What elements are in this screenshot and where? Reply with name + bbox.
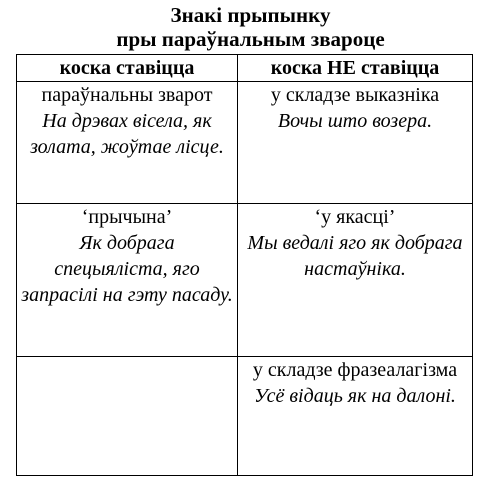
- table-cell: [17, 82, 238, 204]
- header-comma-not-used: коска НЕ ставіцца: [238, 55, 473, 82]
- rule-label: параўнальны зварот: [41, 84, 213, 106]
- table-cell: [238, 82, 473, 204]
- rule-label: ‘у якасці’: [314, 206, 396, 228]
- table-cell-empty: [17, 357, 238, 476]
- table-cell: [238, 357, 473, 476]
- table-row: [17, 82, 473, 204]
- title-line-1: Знакі прыпынку: [170, 3, 331, 27]
- rule-example: Вочы што возера.: [277, 110, 433, 132]
- rule-example: Як добрага спецыяліста, яго запрасілі на гэту пасаду.: [21, 232, 233, 306]
- table-cell: [17, 204, 238, 357]
- title-line-2: пры параўнальным звароце: [116, 27, 385, 51]
- rule-label: ‘прычына’: [81, 206, 173, 228]
- table-header-row: [17, 55, 473, 82]
- header-comma-used: коска ставіцца: [17, 55, 238, 82]
- table-cell: [238, 204, 473, 357]
- table-row: [17, 204, 473, 357]
- rule-example: На дрэвах вісела, як золата, жоўтае лісце.: [30, 110, 224, 158]
- rule-label: у складзе фразеалагізма: [252, 359, 458, 381]
- rule-example: Усё відаць як на далоні.: [254, 385, 456, 407]
- rule-example: Мы ведалі яго як добрага настаўніка.: [247, 232, 463, 280]
- punctuation-table: [16, 54, 473, 476]
- rule-label: у складзе выказніка: [270, 84, 440, 106]
- table-row: [17, 357, 473, 476]
- page-title: [0, 3, 501, 51]
